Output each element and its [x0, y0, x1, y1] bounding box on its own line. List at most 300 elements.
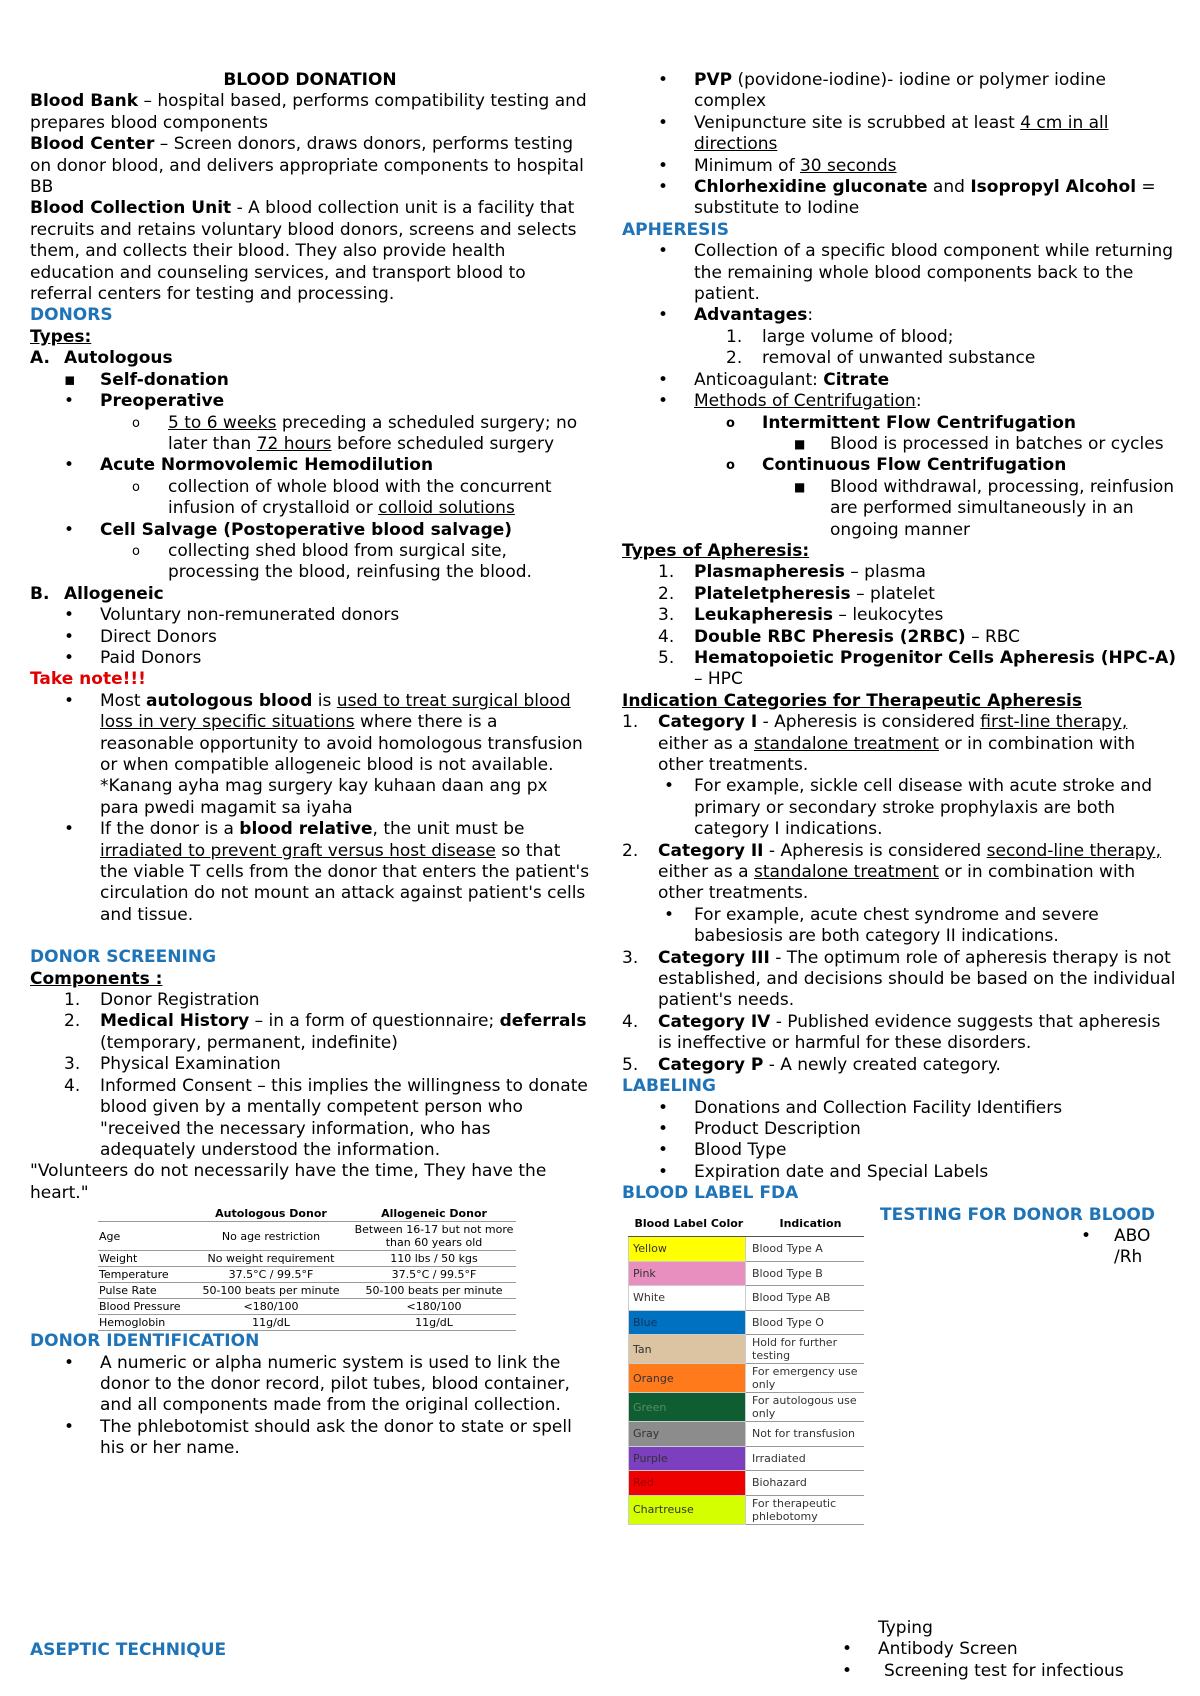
label-color-cell: Blue [629, 1310, 746, 1335]
bullet-icon: • [658, 1140, 669, 1161]
list-item [132, 540, 590, 584]
table-header: Indication [746, 1211, 865, 1237]
right-column [622, 70, 1178, 1681]
anh-colloid: colloid solutions [378, 498, 515, 519]
table-row [98, 1315, 516, 1331]
page-title: BLOOD DONATION [223, 70, 397, 90]
list-item [622, 1011, 1178, 1055]
list-item [64, 1416, 590, 1460]
aseptic-technique-heading: ASEPTIC TECHNIQUE [30, 1640, 227, 1660]
category-example-list [658, 905, 1178, 948]
component-text: Medical History [100, 1011, 250, 1032]
label-row [629, 1495, 865, 1524]
chx-text: Chlorhexidine gluconate [694, 177, 928, 198]
circle-bullet-icon: o [726, 458, 735, 474]
bullet-icon: • [658, 369, 669, 390]
component-text: deferrals [499, 1011, 587, 1032]
bullet-icon: • [64, 519, 75, 540]
autologous-label: Autologous [64, 348, 173, 369]
label-color-cell: Chartreuse [629, 1495, 746, 1524]
list-number: 4. [622, 1011, 639, 1032]
list-item [658, 177, 1178, 220]
bullet-icon: • [64, 647, 75, 668]
circle-bullet-icon: o [726, 415, 735, 431]
preoperative-label: Preoperative [100, 391, 225, 412]
allogeneic-section [30, 584, 590, 605]
bcu-definition [30, 198, 590, 305]
testing-heading: TESTING FOR DONOR BLOOD [880, 1204, 1155, 1225]
screening-text: Screening test for infectious [884, 1660, 1124, 1681]
abo-item [856, 1226, 1180, 1269]
component-text: (temporary, permanent, indefinite) [100, 1032, 398, 1053]
note-text: blood relative [239, 819, 373, 840]
aph-def: Collection of a specific blood component while returning the remaining whole blood components back to the patient. [694, 241, 1174, 305]
list-item [658, 112, 1178, 156]
list-item [658, 155, 1178, 177]
components-label: Components : [30, 968, 163, 989]
category-text: either as a [658, 862, 754, 883]
allogeneic-list [30, 605, 590, 669]
label-indication-cell: Blood Type O [746, 1310, 865, 1335]
list-item [622, 947, 1178, 1012]
list-item [726, 412, 1178, 456]
label-row [629, 1310, 865, 1335]
note-text: *Kanang ayha mag surgery kay kuhaan daan ang px para pwedi magamit sa iyaha [100, 776, 548, 818]
blood-center-def: – Screen donors, draws donors, performs testing on donor blood, and delivers appropriate components to hospital BB [30, 134, 584, 198]
cell-salvage-sublist [96, 541, 590, 584]
label-color-cell: Green [629, 1393, 746, 1422]
bullet-icon: • [658, 305, 669, 326]
list-item [726, 455, 1178, 541]
veni-text: Venipuncture site is scrubbed at least [694, 112, 1021, 133]
anh-text: collection of whole blood with the concurrent infusion of crystalloid or [168, 476, 552, 519]
list-item [842, 1660, 1178, 1682]
preop-text-2: before scheduled surgery [331, 433, 555, 454]
cfc-text: Blood withdrawal, processing, reinfusion are performed simultaneously in an ongoing manner [830, 476, 1175, 540]
take-note-list [30, 691, 590, 926]
bullet-icon: • [64, 391, 75, 412]
note-text: autologous blood [146, 690, 313, 711]
labeling-item: Blood Type [694, 1140, 787, 1161]
labeling-list [622, 1098, 1178, 1184]
category-label: Category II [658, 840, 764, 861]
bcu-term: Blood Collection Unit [30, 198, 232, 219]
label-color-cell: Red [629, 1471, 746, 1496]
list-marker: B. [30, 583, 50, 604]
aph-type-desc: – leukocytes [833, 605, 944, 626]
list-marker: A. [30, 348, 50, 369]
veni-text: 4 cm in all directions [694, 112, 1109, 155]
list-number: 1. [64, 990, 81, 1011]
types-label: Types: [30, 326, 92, 347]
table-cell: 50-100 beats per minute [190, 1283, 352, 1299]
label-row [629, 1261, 865, 1286]
bullet-icon: • [658, 1118, 669, 1139]
cfc-sublist [758, 477, 1178, 541]
allo-item: Direct Donors [100, 626, 217, 647]
preoperative-sublist [96, 413, 590, 456]
chx-text: = substitute to Iodine [694, 177, 1156, 219]
category-text: - Apheresis is considered [763, 840, 987, 861]
note-text: Most [100, 690, 146, 711]
list-item [132, 476, 590, 520]
label-color-cell: Tan [629, 1335, 746, 1364]
anticoag-text: Citrate [823, 369, 890, 390]
table-cell: Between 16-17 but not more than 60 years old [352, 1222, 516, 1251]
table-header: Allogeneic Donor [352, 1206, 516, 1222]
label-color-cell: Yellow [629, 1237, 746, 1262]
label-area [622, 1205, 1178, 1535]
category-example-list [658, 776, 1178, 840]
autologous-list [30, 370, 590, 584]
list-number: 2. [64, 1011, 81, 1032]
preop-hours: 72 hours [256, 433, 332, 454]
list-item [658, 1118, 1178, 1140]
list-number: 3. [622, 947, 639, 968]
list-item [726, 326, 1178, 348]
list-item [842, 1639, 1178, 1660]
list-number: 5. [622, 1054, 639, 1075]
label-color-cell: Pink [629, 1261, 746, 1286]
component-text: Physical Examination [100, 1054, 281, 1075]
anticoag-text: Anticoagulant: [694, 369, 824, 390]
list-item [658, 70, 1178, 113]
aph-type-name: Leukapheresis [694, 605, 834, 626]
label-indication-cell: Hold for further testing [746, 1335, 865, 1364]
table-header: Blood Label Color [629, 1211, 746, 1237]
category-text: or in combination with other treatments. [658, 862, 1136, 904]
categories-list [622, 712, 1178, 1076]
preop-text: preceding a scheduled surgery; no later than [168, 412, 578, 454]
self-donation-label: Self-donation [100, 369, 229, 390]
table-cell: 37.5°C / 99.5°F [352, 1267, 516, 1283]
list-number: 1. [622, 712, 639, 733]
circle-bullet-icon: o [132, 543, 140, 559]
list-item [658, 1140, 1178, 1161]
ifc-sublist [758, 434, 1178, 455]
category-text: standalone treatment [753, 862, 939, 883]
labeling-item: Expiration date and Special Labels [694, 1161, 989, 1182]
bullet-icon: • [658, 391, 669, 412]
table-cell: Blood Pressure [98, 1299, 190, 1315]
chx-text: and [927, 177, 971, 198]
aph-type-desc: – plasma [844, 562, 926, 583]
label-indication-cell: For autologous use only [746, 1393, 865, 1422]
component-text: – in a form of questionnaire; [249, 1011, 500, 1032]
list-item [794, 433, 1178, 455]
ifc-text: Blood is processed in batches or cycles [830, 433, 1164, 454]
table-row [98, 1222, 516, 1251]
anh-label: Acute Normovolemic Hemodilution [100, 455, 434, 476]
types-of-apheresis-heading: Types of Apheresis: [622, 540, 810, 561]
list-item [64, 626, 590, 648]
typing-text: Typing [878, 1618, 933, 1638]
list-number: 2. [622, 840, 639, 861]
pvp-label: PVP [694, 70, 733, 90]
list-item [64, 391, 590, 455]
antibody-text: Antibody Screen [878, 1639, 1018, 1660]
category-example: For example, acute chest syndrome and severe babesiosis are both category II indications. [694, 904, 1099, 947]
list-item [658, 562, 1178, 583]
ident-text: The phlebotomist should ask the donor to state or spell his or her name. [100, 1416, 572, 1459]
bullet-icon: • [658, 112, 669, 133]
label-indication-cell: Not for transfusion [746, 1422, 865, 1447]
methods-list [690, 413, 1178, 541]
allogeneic-label: Allogeneic [64, 583, 164, 604]
note-text: is [312, 690, 337, 711]
label-indication-cell: Biohazard [746, 1471, 865, 1496]
list-item [64, 1075, 590, 1162]
bullet-icon: • [658, 70, 669, 90]
preop-weeks: 5 to 6 weeks [168, 412, 277, 433]
bullet-icon: • [664, 904, 675, 925]
blood-label-fda-heading: BLOOD LABEL FDA [622, 1183, 799, 1204]
take-note-heading: Take note!!! [30, 669, 146, 690]
note-text: If the donor is a [100, 819, 240, 840]
bullet-icon: • [64, 690, 75, 711]
list-number: 1. [658, 562, 675, 583]
table-row [98, 1283, 516, 1299]
list-item [658, 605, 1178, 626]
label-indication-cell: Irradiated [746, 1446, 865, 1471]
list-item [664, 904, 1178, 948]
bullet-icon: • [664, 776, 675, 797]
bullet-icon: ▪ [64, 369, 76, 390]
label-color-cell: Orange [629, 1364, 746, 1393]
cell-salvage-text: collecting shed blood from surgical site, processing the blood, reinfusing the blood. [168, 540, 532, 583]
category-text: - Published evidence suggests that apheresis is ineffective or harmful for these disorders. [658, 1011, 1161, 1054]
list-item [64, 605, 590, 626]
aph-type-name: Hematopoietic Progenitor Cells Apheresis (HPC-A) [694, 647, 1177, 668]
list-item [664, 776, 1178, 840]
square-bullet-icon: ■ [794, 436, 806, 451]
table-cell: Weight [98, 1251, 190, 1267]
identification-list [30, 1353, 590, 1460]
bullet-icon: • [64, 626, 75, 647]
bullet-icon: • [64, 455, 75, 476]
blood-center-term: Blood Center [30, 134, 155, 155]
list-item [658, 1161, 1178, 1183]
allo-item: Voluntary non-remunerated donors [100, 605, 400, 626]
list-number: 2. [658, 583, 675, 604]
table-cell: Hemoglobin [98, 1315, 190, 1331]
list-number: 1. [726, 326, 743, 347]
list-number: 5. [658, 647, 675, 668]
component-text: Informed Consent – this implies the willingness to donate blood given by a mentally competent person who "received the necessary information, who has adequately understood the information. [100, 1075, 588, 1160]
labeling-item: Product Description [694, 1118, 861, 1139]
label-row [629, 1446, 865, 1471]
category-text: standalone treatment [753, 733, 939, 754]
components-list [30, 990, 590, 1161]
list-item [64, 819, 590, 926]
label-row [629, 1237, 865, 1262]
circle-bullet-icon: o [132, 479, 140, 495]
table-row [98, 1299, 516, 1315]
table-header: Autologous Donor [190, 1206, 352, 1222]
list-number: 3. [658, 605, 675, 626]
table-cell: 110 lbs / 50 kgs [352, 1251, 516, 1267]
category-text: - A newly created category. [763, 1054, 1001, 1075]
list-item [64, 647, 590, 669]
table-cell: Temperature [98, 1267, 190, 1283]
bullet-icon: • [1081, 1225, 1092, 1246]
note-text: used to treat surgical blood loss in very specific situations [100, 690, 571, 733]
label-color-cell: Gray [629, 1422, 746, 1447]
bullet-icon: • [64, 1416, 75, 1437]
aph-type-desc: – HPC [694, 669, 743, 690]
label-color-cell: White [629, 1286, 746, 1311]
testing-section [880, 1205, 1180, 1269]
label-row [629, 1422, 865, 1447]
category-label: Category IV [658, 1011, 771, 1032]
anh-sublist [96, 477, 590, 520]
list-item [64, 690, 590, 819]
donor-comparison-table [98, 1206, 516, 1331]
label-indication-cell: For therapeutic phlebotomy [746, 1495, 865, 1524]
category-label: Category I [658, 712, 758, 733]
advantages-label: Advantages [694, 305, 808, 326]
list-item [726, 348, 1178, 369]
ifc-label: Intermittent Flow Centrifugation [762, 412, 1077, 433]
table-cell: No weight requirement [190, 1251, 352, 1267]
apheresis-heading: APHERESIS [622, 219, 729, 240]
list-item [64, 1352, 590, 1417]
donors-heading: DONORS [30, 305, 113, 326]
abo-text: /Rh [1114, 1247, 1143, 1268]
note-text: so that the viable T cells from the donor that enters the patient's circulation do not mount an attack against patient's cells and tissue. [100, 840, 590, 925]
list-item [64, 990, 590, 1011]
table-cell: 37.5°C / 99.5°F [190, 1267, 352, 1283]
category-example: For example, sickle cell disease with acute stroke and primary or secondary stroke prophylaxis are both category I indications. [694, 776, 1153, 840]
table-cell: 50-100 beats per minute [352, 1283, 516, 1299]
antiseptic-list [622, 70, 1178, 220]
label-row [629, 1364, 865, 1393]
blood-bank-def: – hospital based, performs compatibility testing and prepares blood components [30, 91, 587, 133]
bullet-icon: • [842, 1660, 853, 1681]
left-column [30, 70, 590, 1460]
list-number: 2. [726, 348, 743, 369]
allo-item: Paid Donors [100, 647, 202, 668]
note-text: where there is a reasonable opportunity to avoid homologous transfusion or when compatible allogeneic blood is not available. [100, 712, 583, 775]
ident-text: A numeric or alpha numeric system is used to link the donor to the donor record, pilot tubes, blood container, and all components made from the original collection. [100, 1352, 570, 1416]
label-row [629, 1335, 865, 1364]
table-cell: <180/100 [190, 1299, 352, 1315]
label-indication-cell: Blood Type AB [746, 1286, 865, 1311]
testing-continued [842, 1618, 1178, 1682]
list-item [794, 476, 1178, 541]
table-header-row [98, 1206, 516, 1222]
list-item [132, 412, 590, 456]
label-indication-cell: For emergency use only [746, 1364, 865, 1393]
cfc-label: Continuous Flow Centrifugation [762, 455, 1067, 476]
cell-salvage-label: Cell Salvage (Postoperative blood salvage) [100, 519, 513, 540]
list-number: 4. [64, 1075, 81, 1096]
advantage-text: large volume of blood; [762, 326, 954, 347]
table-header-row [629, 1211, 865, 1237]
label-indication-cell: Blood Type A [746, 1237, 865, 1262]
bullet-icon: • [64, 819, 75, 840]
square-bullet-icon: ■ [794, 479, 806, 494]
apheresis-list [622, 241, 1178, 541]
list-item [658, 1097, 1178, 1119]
list-item [64, 455, 590, 519]
circle-bullet-icon: o [132, 415, 140, 431]
list-item [658, 241, 1178, 305]
list-item [64, 1011, 590, 1054]
advantages-list [690, 327, 1178, 370]
labeling-heading: LABELING [622, 1076, 716, 1097]
bullet-icon: • [842, 1639, 853, 1660]
table-cell: 11g/dL [352, 1315, 516, 1331]
apheresis-types-list [622, 562, 1178, 690]
label-row [629, 1286, 865, 1311]
list-item [658, 626, 1178, 648]
list-item [622, 840, 1178, 948]
category-text: either as a [658, 733, 754, 754]
note-text: , the unit must be [372, 819, 525, 840]
min-text: Minimum of [694, 155, 800, 176]
bullet-icon: • [658, 241, 669, 262]
aph-type-name: Double RBC Pheresis (2RBC) [694, 626, 966, 647]
aph-type-name: Plateletpheresis [694, 583, 851, 604]
table-header [98, 1206, 190, 1222]
table-row [98, 1251, 516, 1267]
labeling-item: Donations and Collection Facility Identifiers [694, 1097, 1063, 1118]
list-item [64, 1054, 590, 1075]
aph-type-desc: – RBC [965, 626, 1021, 647]
bullet-icon: • [658, 155, 669, 176]
indication-categories-heading: Indication Categories for Therapeutic Apheresis [622, 690, 1083, 711]
min-text: 30 seconds [799, 155, 897, 176]
table-cell: 11g/dL [190, 1315, 352, 1331]
blood-center-definition [30, 134, 590, 198]
advantage-text: removal of unwanted substance [762, 348, 1036, 369]
blood-label-table [628, 1211, 864, 1525]
label-rows [629, 1237, 865, 1525]
abo-text: ABO [1114, 1225, 1151, 1246]
list-item [622, 1054, 1178, 1076]
list-item [622, 712, 1178, 840]
component-text: Donor Registration [100, 990, 260, 1011]
pvp-text: (povidone-iodine)- iodine or polymer iodine complex [694, 70, 1107, 112]
bcu-def: - A blood collection unit is a facility that recruits and retains voluntary blood donors, screens and selects them, and collects their blood. They also provide health education and counseling services, and transport blood to referral centers for testing and processing. [30, 198, 577, 305]
table-row [98, 1267, 516, 1283]
list-item: • Advantages: 1. large volume of blood; 2. removal of unwanted substance [694, 305, 1178, 369]
category-text: - The optimum role of apheresis therapy is not established, and decisions should be based on the individual patient's needs. [658, 947, 1176, 1011]
list-item [658, 583, 1178, 605]
autologous-section [30, 348, 590, 369]
category-text: first-line therapy, [980, 712, 1128, 733]
label-indication-cell: Blood Type B [746, 1261, 865, 1286]
list-item [64, 369, 590, 391]
donor-screening-heading: DONOR SCREENING [30, 947, 217, 968]
table-cell: <180/100 [352, 1299, 516, 1315]
table-cell: No age restriction [190, 1222, 352, 1251]
category-label: Category P [658, 1054, 764, 1075]
aph-type-desc: – platelet [850, 583, 935, 604]
bullet-icon: • [64, 605, 75, 626]
category-text: second-line therapy, [986, 840, 1162, 861]
bullet-icon: • [64, 1352, 75, 1373]
label-row [629, 1393, 865, 1422]
label-color-cell: Purple [629, 1446, 746, 1471]
bullet-icon: • [658, 1097, 669, 1118]
blood-bank-term: Blood Bank [30, 91, 139, 112]
chx-text: Isopropyl Alcohol [970, 177, 1137, 198]
quote: "Volunteers do not necessarily have the time, They have the heart." [30, 1161, 547, 1203]
methods-label: Methods of Centrifugation [694, 391, 916, 412]
list-item [658, 369, 1178, 391]
